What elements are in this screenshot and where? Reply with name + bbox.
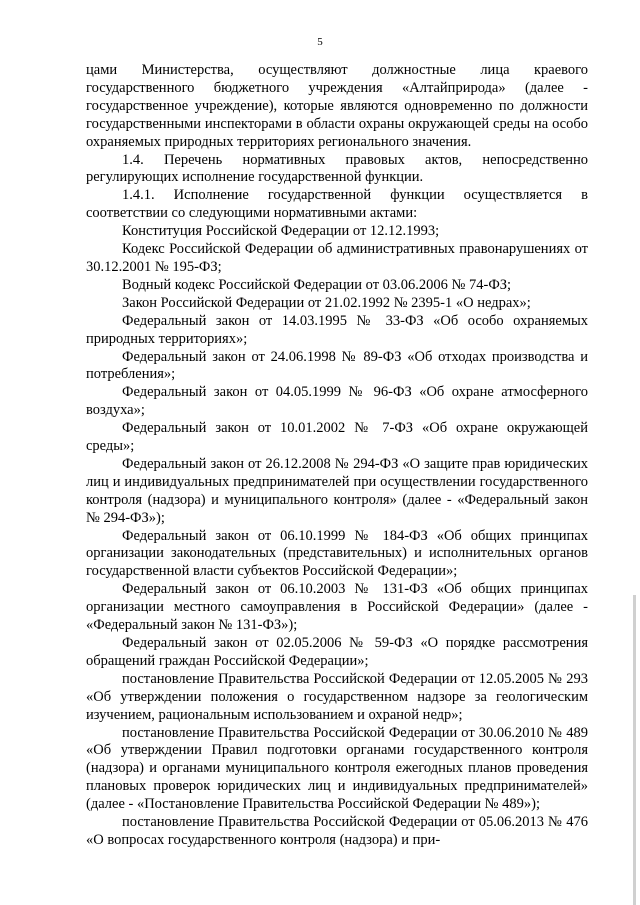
paragraph: Федеральный закон от 02.05.2006 № 59-ФЗ «О порядке рассмотрения обращений граждан Российской Федерации»; (86, 635, 588, 669)
paragraph: 1.4.1. Исполнение государственной функции осуществляется в соответствии со следующими нормативными актами: (86, 187, 588, 222)
paragraph: Федеральный закон от 26.12.2008 № 294-ФЗ «О защите прав юридических лиц и индивидуальных предпринимателей при осуществлении государственного контроля (надзора) и муниципального контроля» (далее - «Федеральный закон № 294-ФЗ»); (86, 455, 588, 526)
paragraph: постановление Правительства Российской Федерации от 05.06.2013 № 476 «О вопросах государственного контроля (надзора) и при- (86, 814, 588, 848)
paragraph: Федеральный закон от 24.06.1998 № 89-ФЗ «Об отходах производства и потребления»; (86, 348, 588, 383)
paragraph: Федеральный закон от 14.03.1995 № 33-ФЗ «Об особо охраняемых природных территориях»; (86, 312, 588, 347)
page-number: 5 (317, 36, 323, 48)
paragraph: Конституция Российской Федерации от 12.12.1993; (122, 223, 440, 240)
paragraph: Федеральный закон от 06.10.2003 № 131-ФЗ «Об общих принципах организации местного самоуправления в Российской Федерации» (далее - «Федеральный закон № 131-ФЗ»); (86, 581, 588, 634)
paragraph: Федеральный закон от 10.01.2002 № 7-ФЗ «Об охране окружающей среды»; (86, 420, 588, 455)
document-body (86, 62, 588, 850)
paragraph: Водный кодекс Российской Федерации от 03.06.2006 № 74-ФЗ; (122, 276, 512, 293)
paragraph: Федеральный закон от 04.05.1999 № 96-ФЗ «Об охране атмосферного воздуха»; (86, 384, 588, 419)
paragraph: Федеральный закон от 06.10.1999 № 184-ФЗ «Об общих принципах организации законодательных (представительных) и исполнительных органов государственной власти субъектов Российской Федерации»; (86, 527, 588, 580)
paragraph: Закон Российской Федерации от 21.02.1992 № 2395-1 «О недрах»; (122, 294, 531, 311)
scrollbar-track[interactable] (633, 595, 636, 905)
paragraph: постановление Правительства Российской Федерации от 30.06.2010 № 489 «Об утверждении Правил подготовки органами государственного контроля (надзора) и органами муниципального контроля ежегодных планов проведения плановых проверок юридических лиц и индивидуальных предпринимателей» (далее - «Постановление Правительства Российской Федерации № 489»); (86, 724, 588, 813)
paragraph: Кодекс Российской Федерации об административных правонарушениях от 30.12.2001 № 195-ФЗ; (86, 241, 588, 275)
paragraph: постановление Правительства Российской Федерации от 12.05.2005 № 293 «Об утверждении положения о государственном надзоре за геологическим изучением, рациональным использованием и охраной недр»; (86, 670, 588, 723)
paragraph: 1.4. Перечень нормативных правовых актов, непосредственно регулирующих исполнение государственной функции. (86, 151, 588, 186)
paragraph: цами Министерства, осуществляют должностные лица краевого государственного бюджетного учреждения «Алтайприрода» (далее - государственное учреждение), которые являются одновременно по должности государственными инспекторами в области охраны окружающей среды на особо охраняемых природных территориях регионального значения. (86, 62, 588, 150)
